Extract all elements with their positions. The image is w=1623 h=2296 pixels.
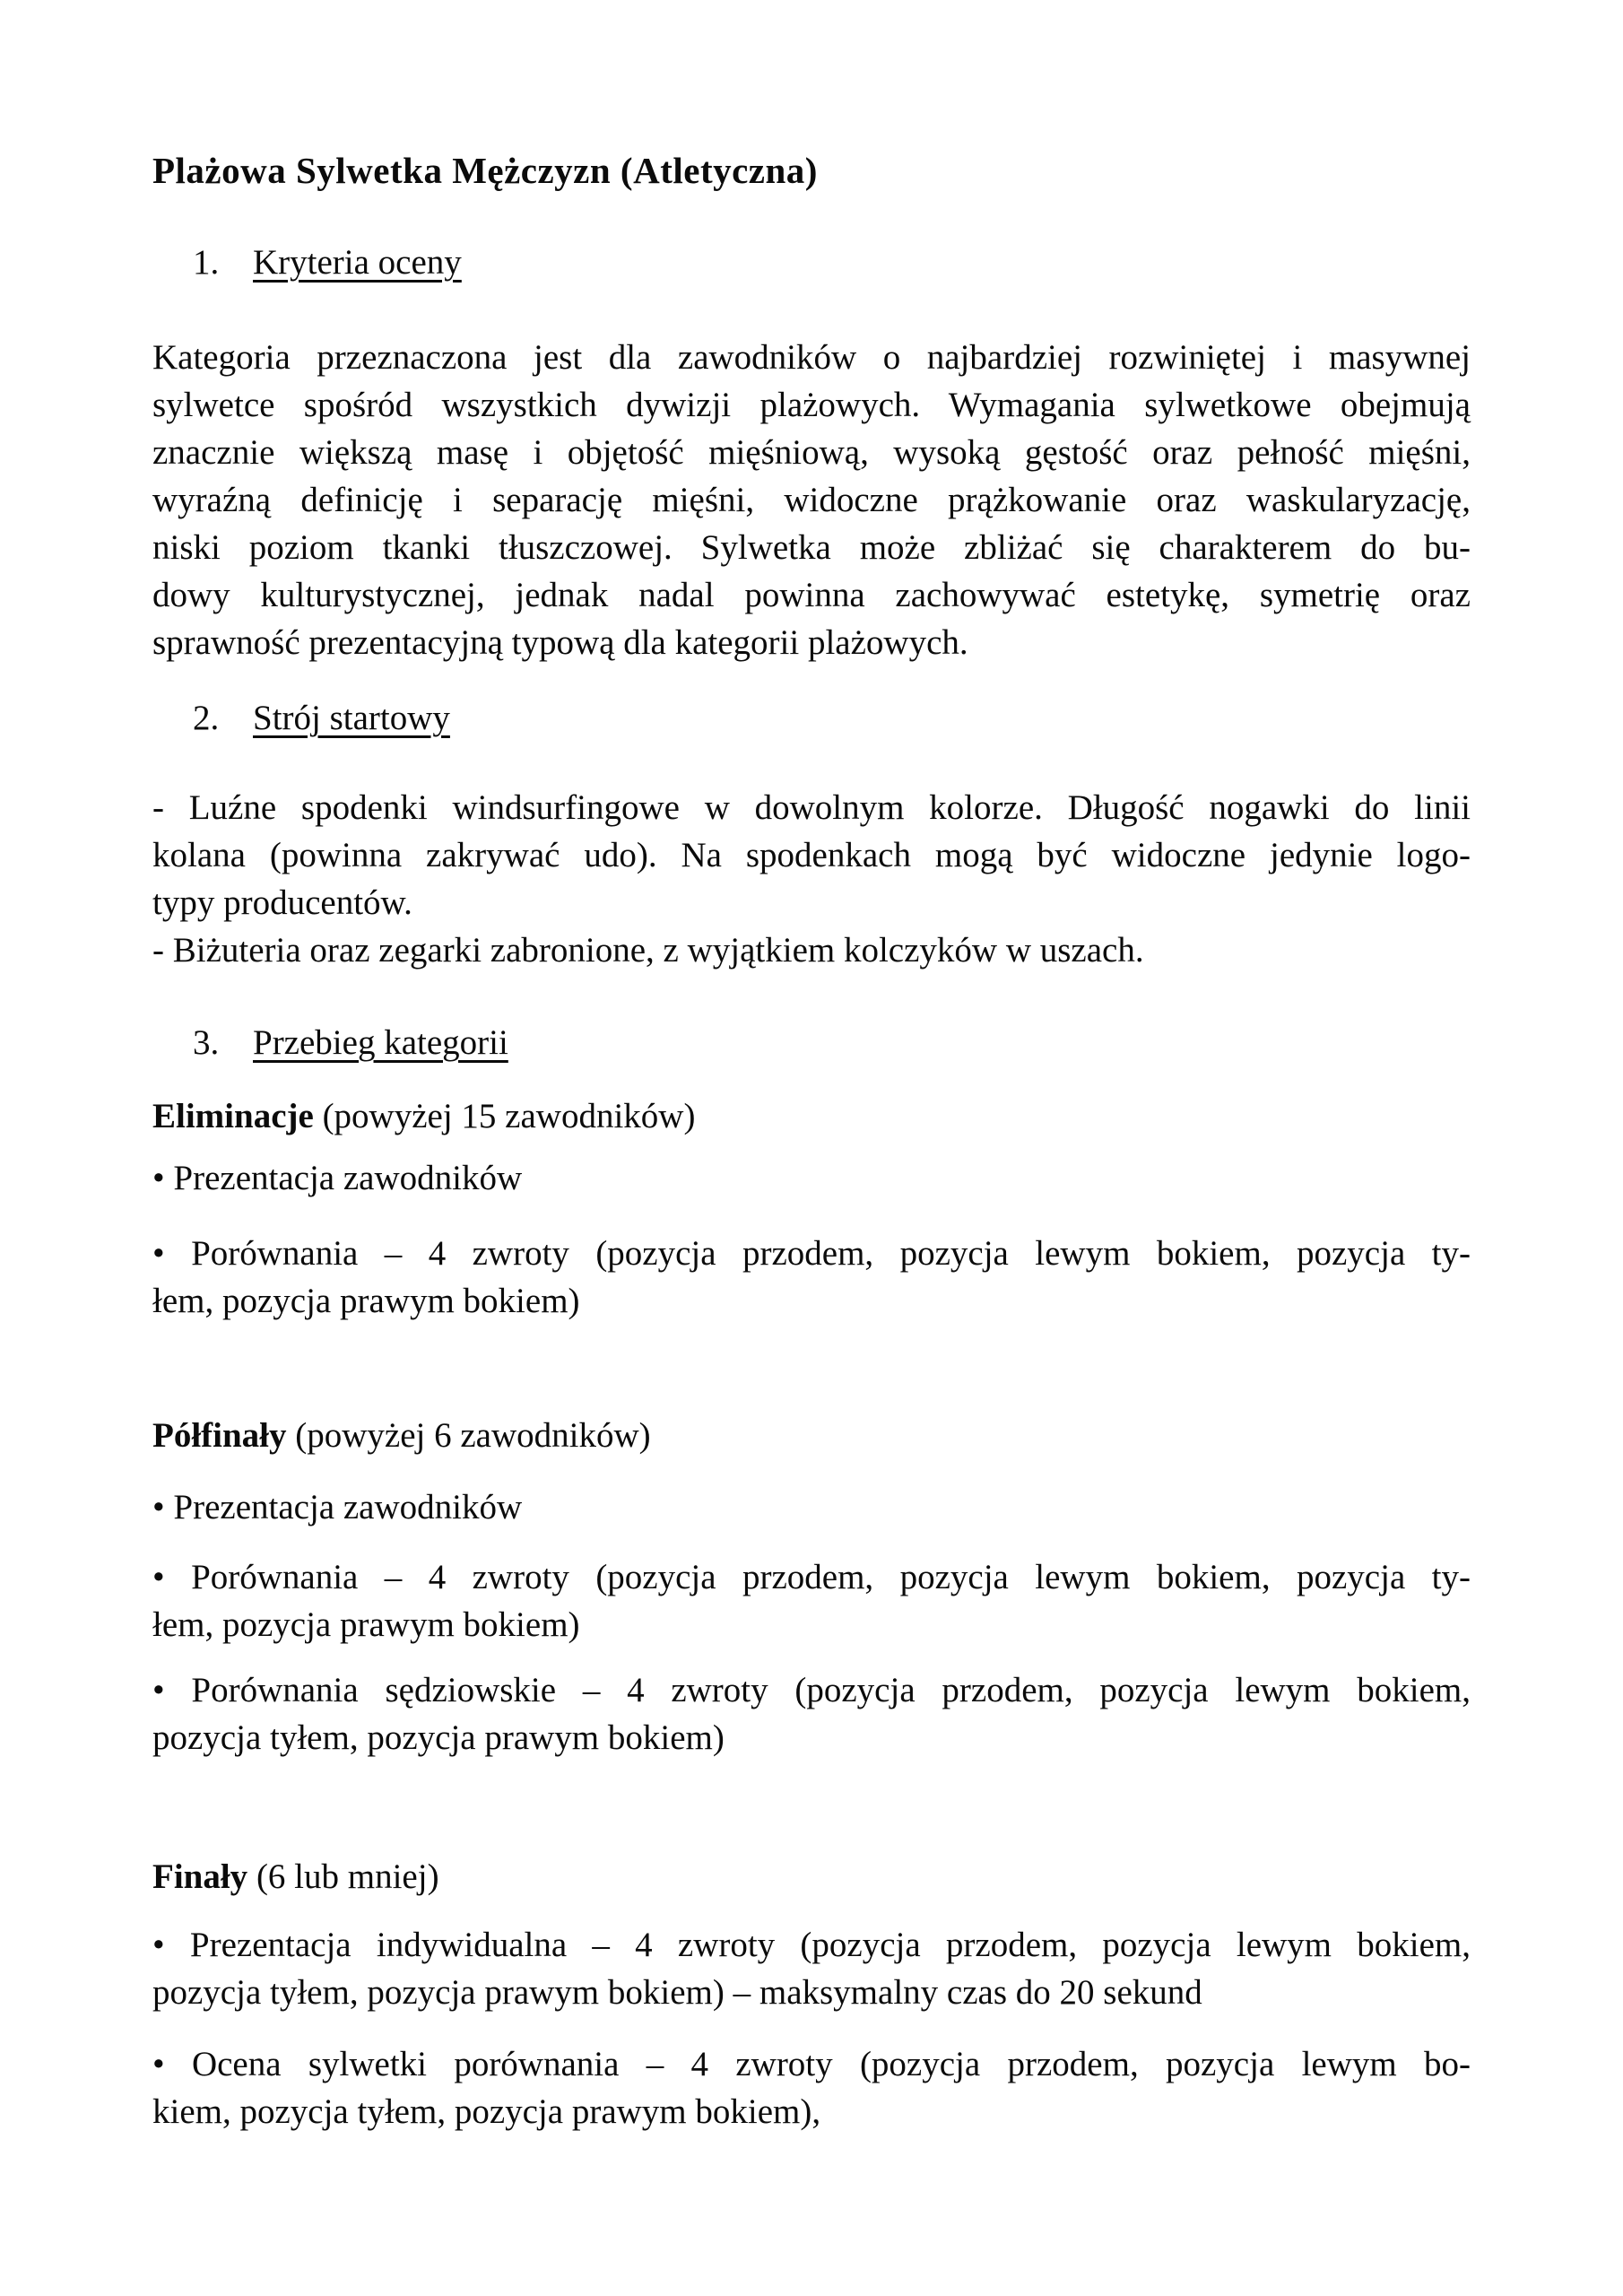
semifinals-note: (powyżej 6 zawodników) xyxy=(286,1416,651,1455)
bullet-semifinals-judge-comparisons xyxy=(152,1666,1471,1761)
text-line: • Porównania sędziowskie – 4 zwroty (pozycja przodem, pozycja lewym bokiem, xyxy=(152,1671,1471,1709)
bullet-eliminations-presentation: • Prezentacja zawodników xyxy=(152,1159,523,1197)
text-line: łem, pozycja prawym bokiem) xyxy=(152,1282,580,1320)
section-2-heading-text: Strój startowy xyxy=(253,699,450,737)
attire-paragraph xyxy=(152,784,1471,926)
section-2-number: 2. xyxy=(193,699,220,737)
text-line: typy producentów. xyxy=(152,883,412,922)
bullet-semifinals-presentation: • Prezentacja zawodników xyxy=(152,1488,523,1526)
text-line: niski poziom tkanki tłuszczowej. Sylwetka może zbliżać się charakterem do bu- xyxy=(152,528,1471,567)
section-1-heading-text: Kryteria oceny xyxy=(253,243,462,282)
section-3-number: 3. xyxy=(193,1023,220,1062)
section-3-heading-text: Przebieg kategorii xyxy=(253,1023,508,1062)
document-title: Plażowa Sylwetka Mężczyzn (Atletyczna) xyxy=(152,150,818,191)
text-line: kolana (powinna zakrywać udo). Na spodenkach mogą być widoczne jedynie logo- xyxy=(152,836,1471,874)
text-line: sprawność prezentacyjną typową dla kategorii plażowych. xyxy=(152,623,968,662)
eliminations-label: Eliminacje xyxy=(152,1097,314,1135)
section-3-heading xyxy=(193,1019,1471,1066)
finals-header xyxy=(152,1853,1471,1900)
section-1-number: 1. xyxy=(193,243,220,282)
text-line: • Ocena sylwetki porównania – 4 zwroty (pozycja przodem, pozycja lewym bo- xyxy=(152,2045,1471,2083)
text-line: pozycja tyłem, pozycja prawym bokiem) – maksymalny czas do 20 sekund xyxy=(152,1973,1202,2012)
finals-label: Finały xyxy=(152,1857,248,1896)
semifinals-label: Półfinały xyxy=(152,1416,287,1455)
text-line: • Porównania – 4 zwroty (pozycja przodem, pozycja lewym bokiem, pozycja ty- xyxy=(152,1558,1471,1596)
text-line: • Porównania – 4 zwroty (pozycja przodem, pozycja lewym bokiem, pozycja ty- xyxy=(152,1234,1471,1273)
text-line: kiem, pozycja tyłem, pozycja prawym bokiem), xyxy=(152,2092,821,2131)
bullet-eliminations-comparisons xyxy=(152,1230,1471,1325)
text-line: łem, pozycja prawym bokiem) xyxy=(152,1605,580,1644)
section-1-heading xyxy=(193,239,1471,286)
text-line: pozycja tyłem, pozycja prawym bokiem) xyxy=(152,1718,725,1757)
semifinals-header xyxy=(152,1412,1471,1459)
bullet-finals-physique-assessment xyxy=(152,2040,1471,2135)
eliminations-note: (powyżej 15 zawodników) xyxy=(313,1097,696,1135)
finals-note: (6 lub mniej) xyxy=(247,1857,439,1896)
criteria-paragraph xyxy=(152,334,1471,666)
text-line: • Prezentacja indywidualna – 4 zwroty (pozycja przodem, pozycja lewym bokiem, xyxy=(152,1926,1471,1964)
text-line: dowy kulturystycznej, jednak nadal powinna zachowywać estetykę, symetrię oraz xyxy=(152,576,1471,614)
text-line: Kategoria przeznaczona jest dla zawodników o najbardziej rozwiniętej i masywnej xyxy=(152,338,1471,377)
text-line: znacznie większą masę i objętość mięśniową, wysoką gęstość oraz pełność mięśni, xyxy=(152,433,1471,472)
text-line: - Luźne spodenki windsurfingowe w dowolnym kolorze. Długość nogawki do linii xyxy=(152,788,1471,827)
eliminations-header xyxy=(152,1092,1471,1140)
text-line: sylwetce spośród wszystkich dywizji plażowych. Wymagania sylwetkowe obejmują xyxy=(152,386,1471,424)
bullet-finals-individual-presentation xyxy=(152,1921,1471,2016)
text-line: wyraźną definicję i separację mięśni, widoczne prążkowanie oraz waskularyzację, xyxy=(152,481,1471,519)
section-2-heading xyxy=(193,694,1471,742)
attire-jewelry-note: - Biżuteria oraz zegarki zabronione, z wyjątkiem kolczyków w uszach. xyxy=(152,931,1144,970)
bullet-semifinals-comparisons xyxy=(152,1553,1471,1648)
